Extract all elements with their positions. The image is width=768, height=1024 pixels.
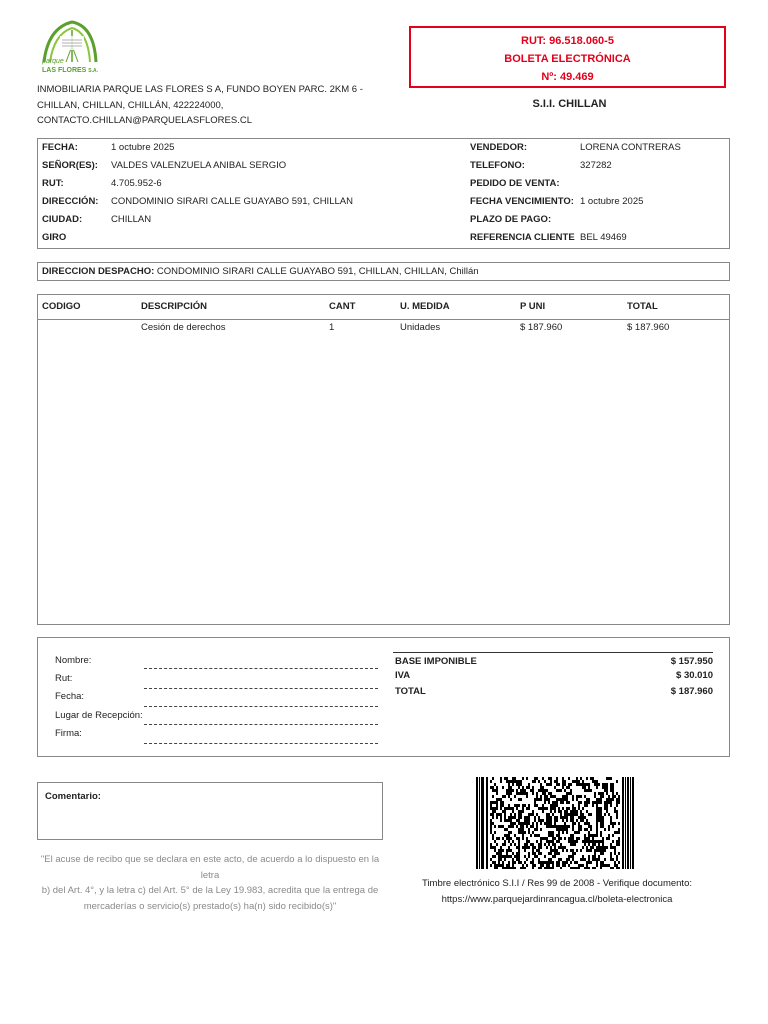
info-value: BEL 49469 <box>580 232 627 243</box>
cell-puni: $ 187.960 <box>520 322 563 333</box>
info-label: DIRECCIÓN: <box>42 196 99 207</box>
document-number: Nº: 49.469 <box>541 71 594 83</box>
totals-row-iva <box>395 670 713 681</box>
info-label: PEDIDO DE VENTA: <box>470 178 560 189</box>
col-header-cant: CANT <box>329 301 356 312</box>
info-label: CIUDAD: <box>42 214 83 225</box>
document-type: BOLETA ELECTRÓNICA <box>504 53 631 65</box>
reception-line-fecha[interactable] <box>144 706 378 707</box>
timbre-url[interactable]: https://www.parquejardinrancagua.cl/boleta-electronica <box>441 893 673 905</box>
info-label: PLAZO DE PAGO: <box>470 214 552 225</box>
info-value: 4.705.952-6 <box>111 178 162 189</box>
reception-line-lugar[interactable] <box>144 724 378 725</box>
cell-total: $ 187.960 <box>627 322 670 333</box>
info-value: CONDOMINIO SIRARI CALLE GUAYABO 591, CHILLAN <box>111 196 353 207</box>
dispatch-label: DIRECCION DESPACHO: <box>42 266 155 277</box>
reception-line-nombre[interactable] <box>144 668 378 669</box>
info-label: VENDEDOR: <box>470 142 528 153</box>
info-label: FECHA: <box>42 142 78 153</box>
logo-text-sa: S.A. <box>88 68 99 74</box>
legal-line-3: mercaderías o servicio(s) prestado(s) ha(n) sido recibido(s)" <box>83 900 337 912</box>
comment-label: Comentario: <box>45 791 101 802</box>
electronic-stamp-info <box>405 876 709 907</box>
totals-value: $ 30.010 <box>676 670 713 681</box>
totals-label: IVA <box>395 670 411 681</box>
timbre-line: Timbre electrónico S.I.I / Res 99 de 2008 - Verifique documento: <box>421 878 692 889</box>
logo-text-parque: parque <box>42 58 64 65</box>
reception-label-fecha: Fecha: <box>55 691 85 702</box>
info-label: REFERENCIA CLIENTE <box>470 232 575 243</box>
reception-label-lugar: Lugar de Recepción: <box>55 710 143 721</box>
company-line-1: INMOBILIARIA PARQUE LAS FLORES S A, FUNDO BOYEN PARC. 2KM 6 - <box>37 84 363 95</box>
legal-line-1: "El acuse de recibo que se declara en este acto, de acuerdo a lo dispuesto en la letra <box>40 854 380 881</box>
totals-value: $ 187.960 <box>670 686 713 697</box>
totals-label: BASE IMPONIBLE <box>395 656 477 667</box>
pdf417-barcode <box>476 777 634 869</box>
col-header-descripcion: DESCRIPCIÓN <box>141 301 207 312</box>
info-value: 1 octubre 2025 <box>111 142 175 153</box>
reception-line-rut[interactable] <box>144 688 378 689</box>
sii-office: S.I.I. CHILLAN <box>532 98 607 110</box>
cell-descripcion: Cesión de derechos <box>141 322 226 333</box>
info-value: LORENA CONTRERAS <box>580 142 681 153</box>
logo-text-lasflores: LAS FLORES <box>42 67 87 74</box>
company-logo <box>36 18 106 80</box>
info-label: FECHA VENCIMIENTO: <box>470 196 574 207</box>
cell-cant: 1 <box>329 322 335 333</box>
issuer-rut: RUT: 96.518.060-5 <box>521 35 614 47</box>
reception-label-nombre: Nombre: <box>55 655 92 666</box>
info-value: 1 octubre 2025 <box>580 196 644 207</box>
items-table <box>37 294 730 625</box>
info-label: RUT: <box>42 178 64 189</box>
info-label: SEÑOR(ES): <box>42 160 98 171</box>
totals-row-base <box>395 656 713 667</box>
col-header-codigo: CODIGO <box>42 301 81 312</box>
info-label: TELEFONO: <box>470 160 525 171</box>
totals-row-total <box>395 686 713 697</box>
dispatch-address <box>37 262 730 281</box>
totals-value: $ 157.950 <box>670 656 713 667</box>
customer-info-box <box>37 138 730 249</box>
info-value: 327282 <box>580 160 612 171</box>
col-header-umedida: U. MEDIDA <box>400 301 450 312</box>
company-line-2: CHILLAN, CHILLAN, CHILLÁN, 422224000, <box>37 99 224 111</box>
items-header-row <box>38 295 729 320</box>
col-header-total: TOTAL <box>627 301 658 312</box>
reception-label-rut: Rut: <box>55 673 73 684</box>
reception-line-firma[interactable] <box>144 743 378 744</box>
info-value: VALDES VALENZUELA ANIBAL SERGIO <box>111 160 287 171</box>
totals-label: TOTAL <box>395 686 426 697</box>
legal-notice <box>37 852 383 914</box>
info-label: GIRO <box>42 232 67 243</box>
info-value: CHILLAN <box>111 214 152 225</box>
cell-umedida: Unidades <box>400 322 441 333</box>
reception-totals-box <box>37 637 730 757</box>
document-id-box <box>409 26 726 88</box>
reception-label-firma: Firma: <box>55 728 82 739</box>
company-info <box>37 82 367 129</box>
col-header-puni: P UNI <box>520 301 546 312</box>
legal-line-2: b) del Art. 4°, y la letra c) del Art. 5° de la Ley 19.983, acredita que la entrega de <box>41 885 379 896</box>
company-email[interactable]: CONTACTO.CHILLAN@PARQUELASFLORES.CL <box>37 115 252 126</box>
dispatch-value: CONDOMINIO SIRARI CALLE GUAYABO 591, CHILLAN, CHILLAN, Chillán <box>154 266 479 277</box>
comment-box[interactable] <box>37 782 383 840</box>
totals-summary <box>393 652 713 697</box>
